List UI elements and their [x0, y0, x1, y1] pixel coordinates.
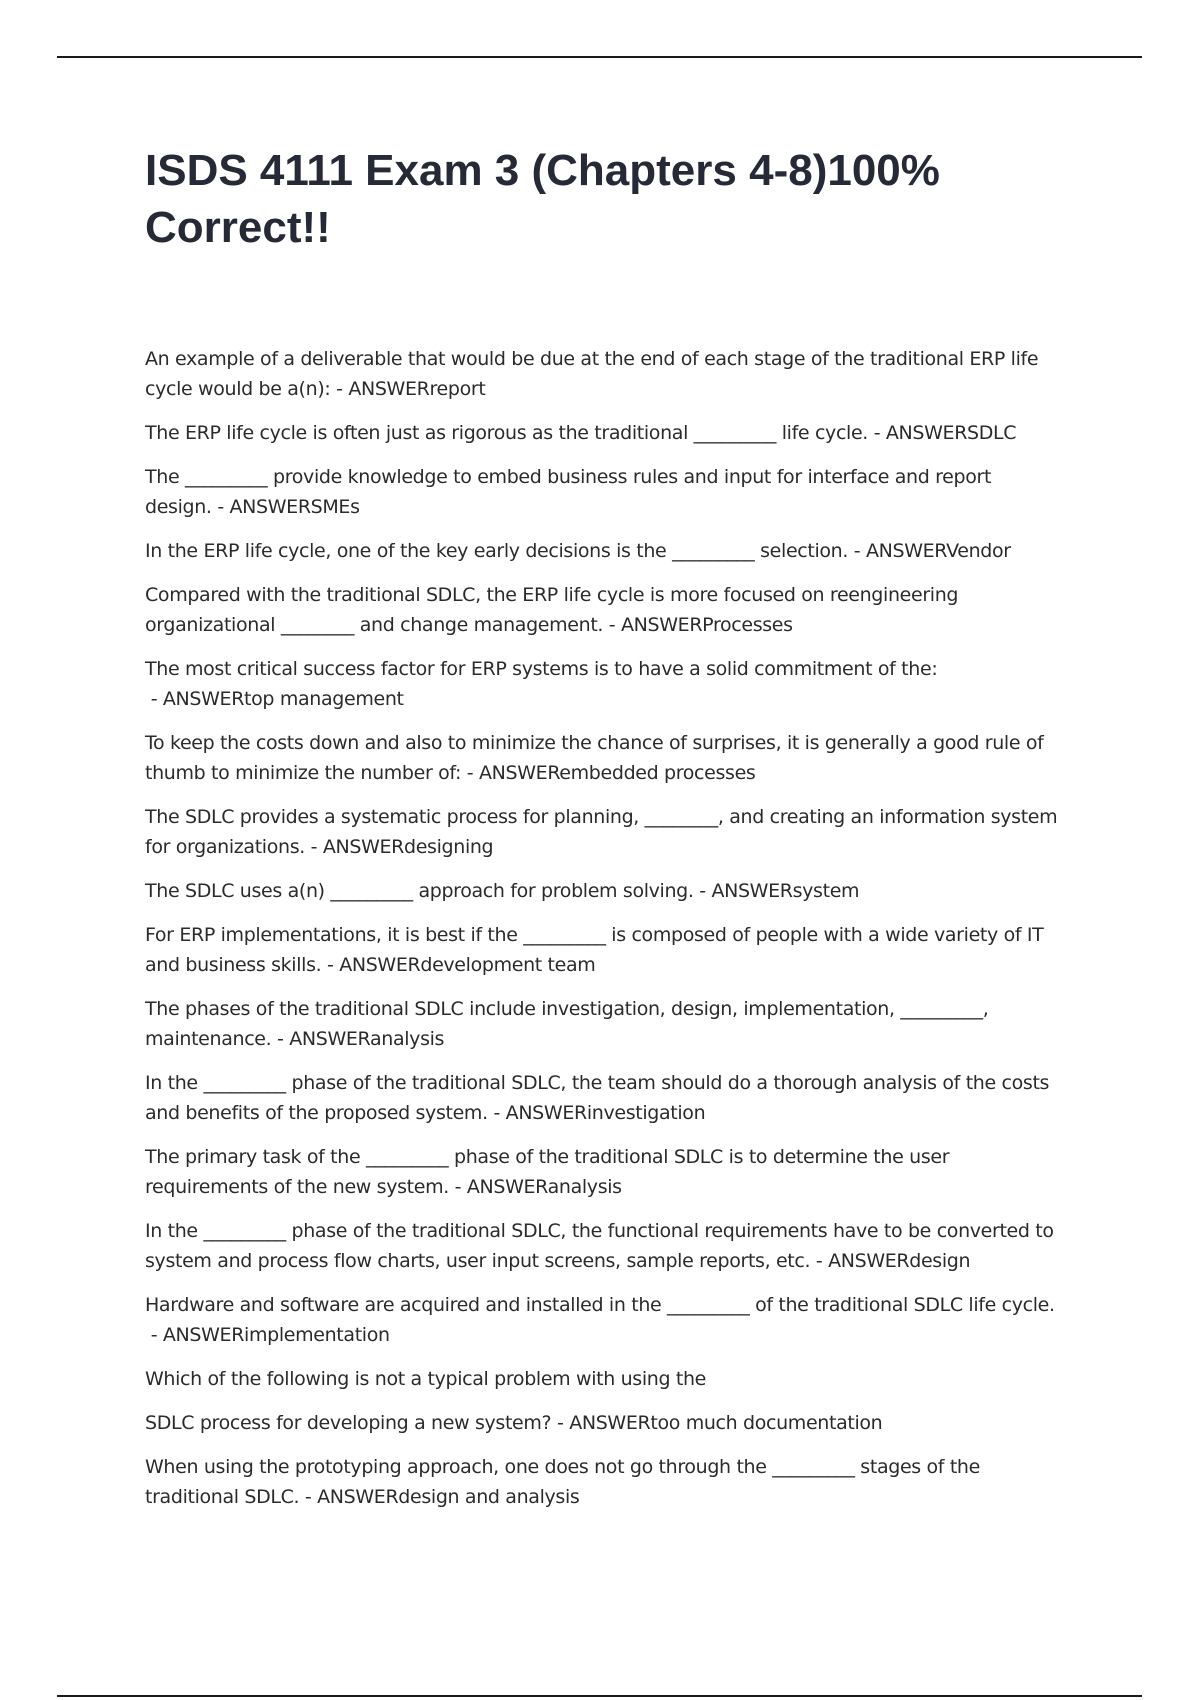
qa-item: The _________ provide knowledge to embed business rules and input for interface and report design. - ANSWERSMEs	[145, 466, 992, 518]
qa-item: The ERP life cycle is often just as rigorous as the traditional _________ life cycle. - ANSWERSDLC	[145, 422, 1017, 444]
answer-text: ANSWERtop management	[162, 688, 404, 710]
qa-item: To keep the costs down and also to minimize the chance of surprises, it is generally a good rule of thumb to minimize the number of: - ANSWERembedded processes	[145, 732, 1044, 784]
qa-item: The SDLC uses a(n) _________ approach for problem solving. - ANSWERsystem	[145, 880, 860, 902]
document-title: ISDS 4111 Exam 3 (Chapters 4-8)100% Correct!!	[145, 146, 940, 252]
question-text: The ERP life cycle is often just as rigorous as the traditional _________ life cycle.	[145, 422, 868, 444]
question-list	[145, 344, 1060, 1526]
question-text: In the _________ phase of the traditional SDLC, the team should do a thorough analysis of the costs and benefits of the proposed system.	[145, 1072, 1050, 1124]
question-text: For ERP implementations, it is best if the _________ is composed of people with a wide variety of IT and business skills.	[145, 924, 1044, 976]
answer-text: ANSWERanalysis	[289, 1028, 445, 1050]
qa-item: The primary task of the _________ phase of the traditional SDLC is to determine the user requirements of the new system. - ANSWERanalysis	[145, 1146, 950, 1198]
qa-item	[145, 1364, 1060, 1394]
qa-item: Hardware and software are acquired and installed in the _________ of the traditional SDLC life cycle. - ANSWERimplementation	[145, 1294, 1055, 1346]
answer-text: ANSWERinvestigation	[505, 1102, 706, 1124]
question-text: Compared with the traditional SDLC, the ERP life cycle is more focused on reengineering organizational ________ and change management.	[145, 584, 959, 636]
qa-item: In the _________ phase of the traditional SDLC, the team should do a thorough analysis of the costs and benefits of the proposed system. - ANSWERinvestigation	[145, 1072, 1050, 1124]
question-text: Which of the following is not a typical problem with using the	[145, 1368, 707, 1390]
answer-text: ANSWERanalysis	[466, 1176, 622, 1198]
question-text: The _________ provide knowledge to embed business rules and input for interface and report design.	[145, 466, 992, 518]
answer-text: ANSWERimplementation	[162, 1324, 390, 1346]
answer-text: ANSWERsystem	[711, 880, 860, 902]
question-text: The SDLC provides a systematic process for planning, ________, and creating an information system for organizations.	[145, 806, 1058, 858]
question-text: To keep the costs down and also to minimize the chance of surprises, it is generally a good rule of thumb to minimize the number of:	[145, 732, 1044, 784]
qa-item: For ERP implementations, it is best if the _________ is composed of people with a wide variety of IT and business skills. - ANSWERdevelopment team	[145, 924, 1044, 976]
answer-text: ANSWERdevelopment team	[339, 954, 596, 976]
qa-item: The SDLC provides a systematic process for planning, ________, and creating an information system for organizations. - ANSWERdesigning	[145, 806, 1058, 858]
answer-text: ANSWERreport	[348, 378, 486, 400]
answer-text: ANSWERSDLC	[885, 422, 1017, 444]
question-text: Hardware and software are acquired and installed in the _________ of the traditional SDLC life cycle.	[145, 1294, 1055, 1316]
qa-item: The phases of the traditional SDLC include investigation, design, implementation, _________, maintenance. - ANSWERanalysis	[145, 998, 989, 1050]
answer-text: ANSWERdesign	[828, 1250, 971, 1272]
question-text: When using the prototyping approach, one does not go through the _________ stages of the traditional SDLC.	[145, 1456, 980, 1508]
qa-item: The most critical success factor for ERP systems is to have a solid commitment of the: - ANSWERtop management	[145, 658, 938, 710]
qa-item: SDLC process for developing a new system? - ANSWERtoo much documentation	[145, 1412, 883, 1434]
question-text: SDLC process for developing a new system?	[145, 1412, 552, 1434]
qa-item: When using the prototyping approach, one does not go through the _________ stages of the traditional SDLC. - ANSWERdesign and analysis	[145, 1456, 980, 1508]
question-text: The SDLC uses a(n) _________ approach for problem solving.	[145, 880, 694, 902]
question-text: In the _________ phase of the traditional SDLC, the functional requirements have to be converted to system and process flow charts, user input screens, sample reports, etc.	[145, 1220, 1054, 1272]
answer-text: ANSWERProcesses	[621, 614, 793, 636]
qa-item: In the ERP life cycle, one of the key early decisions is the _________ selection. - ANSWERVendor	[145, 540, 1011, 562]
answer-text: ANSWERdesign and analysis	[317, 1486, 580, 1508]
answer-text: ANSWERSMEs	[229, 496, 360, 518]
answer-text: ANSWERVendor	[865, 540, 1011, 562]
qa-item: In the _________ phase of the traditional SDLC, the functional requirements have to be converted to system and process flow charts, user input screens, sample reports, etc. - ANSWERdesign	[145, 1220, 1054, 1272]
answer-text: ANSWERembedded processes	[479, 762, 756, 784]
question-text: The most critical success factor for ERP systems is to have a solid commitment of the:	[145, 658, 938, 680]
footer-rule	[57, 1695, 1142, 1697]
answer-text: ANSWERdesigning	[322, 836, 494, 858]
question-text: The phases of the traditional SDLC include investigation, design, implementation, _________, maintenance.	[145, 998, 989, 1050]
question-text: In the ERP life cycle, one of the key early decisions is the _________ selection.	[145, 540, 849, 562]
question-text: The primary task of the _________ phase of the traditional SDLC is to determine the user requirements of the new system.	[145, 1146, 950, 1198]
qa-item: An example of a deliverable that would be due at the end of each stage of the traditional ERP life cycle would be a(n): - ANSWERreport	[145, 348, 1039, 400]
answer-text: ANSWERtoo much documentation	[569, 1412, 883, 1434]
qa-item: Compared with the traditional SDLC, the ERP life cycle is more focused on reengineering organizational ________ and change management. - ANSWERProcesses	[145, 584, 959, 636]
question-text: An example of a deliverable that would be due at the end of each stage of the traditional ERP life cycle would be a(n):	[145, 348, 1039, 400]
header-rule	[57, 56, 1142, 58]
